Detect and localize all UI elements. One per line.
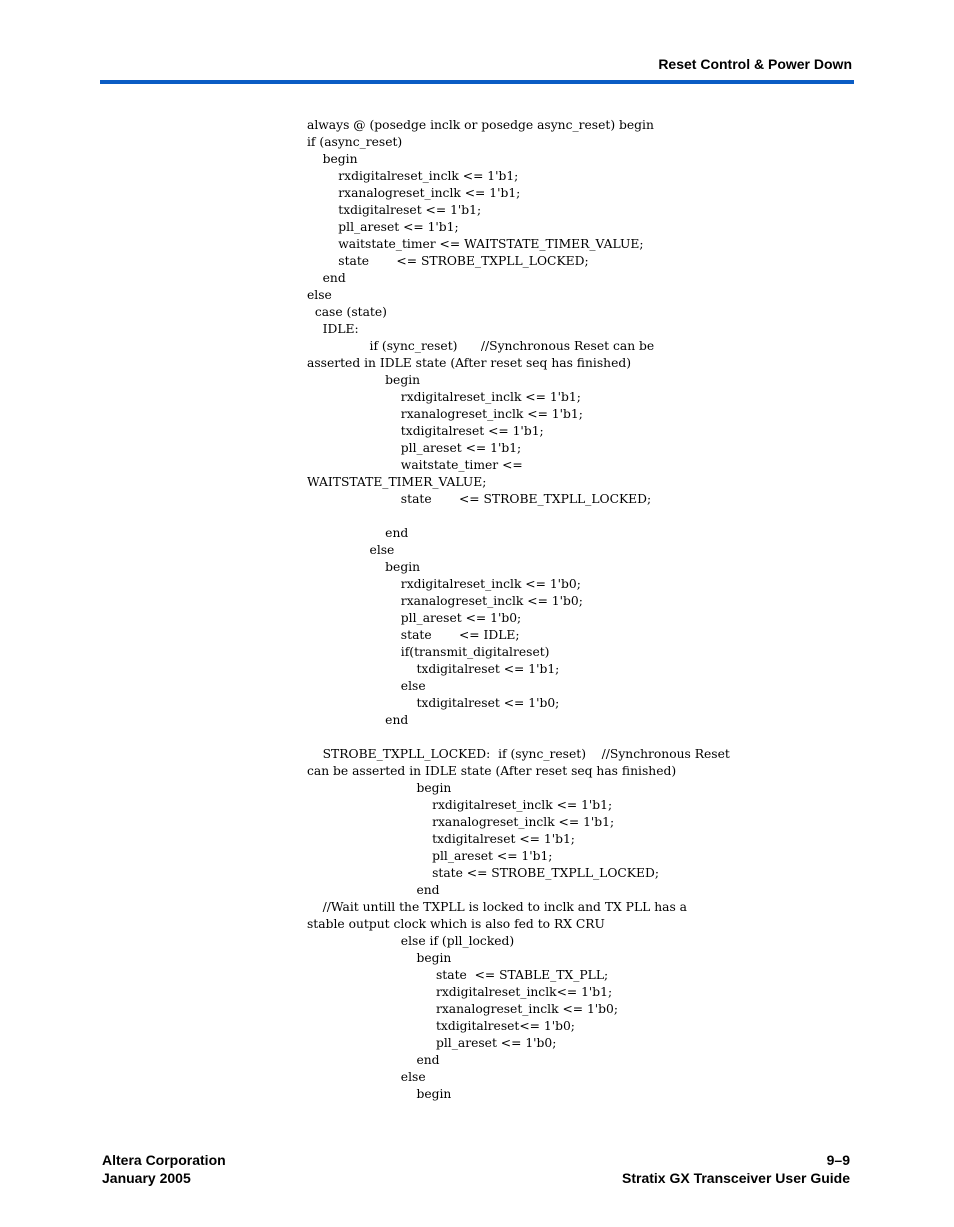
code-line: rxanalogreset_inclk <= 1'b0;: [307, 1002, 619, 1016]
code-line: txdigitalreset <= 1'b1;: [307, 662, 560, 676]
code-line: rxanalogreset_inclk <= 1'b1;: [307, 186, 521, 200]
code-line: begin: [307, 951, 452, 965]
code-line: rxdigitalreset_inclk <= 1'b0;: [307, 577, 581, 591]
code-line: waitstate_timer <= WAITSTATE_TIMER_VALUE;: [307, 237, 644, 251]
code-line: state <= STROBE_TXPLL_LOCKED;: [307, 254, 589, 268]
code-line: if (sync_reset) //Synchronous Reset can be: [307, 339, 655, 353]
footer-page-number: 9–9: [826, 1152, 850, 1168]
code-line: txdigitalreset<= 1'b0;: [307, 1019, 575, 1033]
code-line: begin: [307, 781, 452, 795]
code-line: STROBE_TXPLL_LOCKED: if (sync_reset) //Synchronous Reset: [307, 747, 730, 761]
code-listing: [307, 117, 730, 1103]
code-line: [307, 508, 730, 525]
code-line: end: [307, 713, 409, 727]
code-line: else if (pll_locked): [307, 934, 515, 948]
code-line: else: [307, 1070, 426, 1084]
code-line: begin: [307, 560, 421, 574]
code-line: state <= STABLE_TX_PLL;: [307, 968, 609, 982]
code-line: pll_areset <= 1'b1;: [307, 220, 459, 234]
code-line: state <= STROBE_TXPLL_LOCKED;: [307, 492, 652, 506]
footer-date: January 2005: [102, 1170, 191, 1186]
footer-right: [622, 1151, 850, 1187]
code-line: if (async_reset): [307, 135, 403, 149]
code-line: rxdigitalreset_inclk<= 1'b1;: [307, 985, 613, 999]
code-line: rxanalogreset_inclk <= 1'b1;: [307, 407, 583, 421]
code-line: if(transmit_digitalreset): [307, 645, 550, 659]
code-line: else: [307, 288, 332, 302]
code-line: pll_areset <= 1'b1;: [307, 441, 522, 455]
code-line: stable output clock which is also fed to RX CRU: [307, 917, 605, 931]
code-line: txdigitalreset <= 1'b1;: [307, 832, 575, 846]
code-line: pll_areset <= 1'b0;: [307, 1036, 557, 1050]
code-line: can be asserted in IDLE state (After reset seq has finished): [307, 764, 677, 778]
running-header-title: Reset Control & Power Down: [658, 56, 852, 72]
code-line: pll_areset <= 1'b0;: [307, 611, 522, 625]
code-line: //Wait untill the TXPLL is locked to inclk and TX PLL has a: [307, 900, 687, 914]
code-line: WAITSTATE_TIMER_VALUE;: [307, 475, 487, 489]
code-line: end: [307, 271, 346, 285]
code-line: rxdigitalreset_inclk <= 1'b1;: [307, 798, 613, 812]
code-line: state <= IDLE;: [307, 628, 520, 642]
code-line: always @ (posedge inclk or posedge async_reset) begin: [307, 118, 654, 132]
code-line: waitstate_timer <=: [307, 458, 523, 472]
code-line: else: [307, 543, 395, 557]
code-line: end: [307, 1053, 440, 1067]
header-rule: [100, 80, 854, 84]
code-line: asserted in IDLE state (After reset seq has finished): [307, 356, 632, 370]
code-line: IDLE:: [307, 322, 359, 336]
code-line: rxanalogreset_inclk <= 1'b0;: [307, 594, 583, 608]
code-line: end: [307, 883, 440, 897]
footer-company: Altera Corporation: [102, 1152, 226, 1168]
code-line: rxanalogreset_inclk <= 1'b1;: [307, 815, 615, 829]
code-line: begin: [307, 152, 358, 166]
code-line: txdigitalreset <= 1'b0;: [307, 696, 560, 710]
footer-left: [102, 1151, 226, 1187]
code-line: pll_areset <= 1'b1;: [307, 849, 553, 863]
code-line: case (state): [307, 305, 387, 319]
code-line: begin: [307, 373, 421, 387]
code-line: else: [307, 679, 426, 693]
code-line: end: [307, 526, 409, 540]
code-line: txdigitalreset <= 1'b1;: [307, 424, 544, 438]
code-line: rxdigitalreset_inclk <= 1'b1;: [307, 390, 581, 404]
footer-doc-title: Stratix GX Transceiver User Guide: [622, 1170, 850, 1186]
code-line: txdigitalreset <= 1'b1;: [307, 203, 482, 217]
code-line: rxdigitalreset_inclk <= 1'b1;: [307, 169, 519, 183]
code-line: begin: [307, 1087, 452, 1101]
code-line: [307, 729, 730, 746]
code-line: state <= STROBE_TXPLL_LOCKED;: [307, 866, 659, 880]
